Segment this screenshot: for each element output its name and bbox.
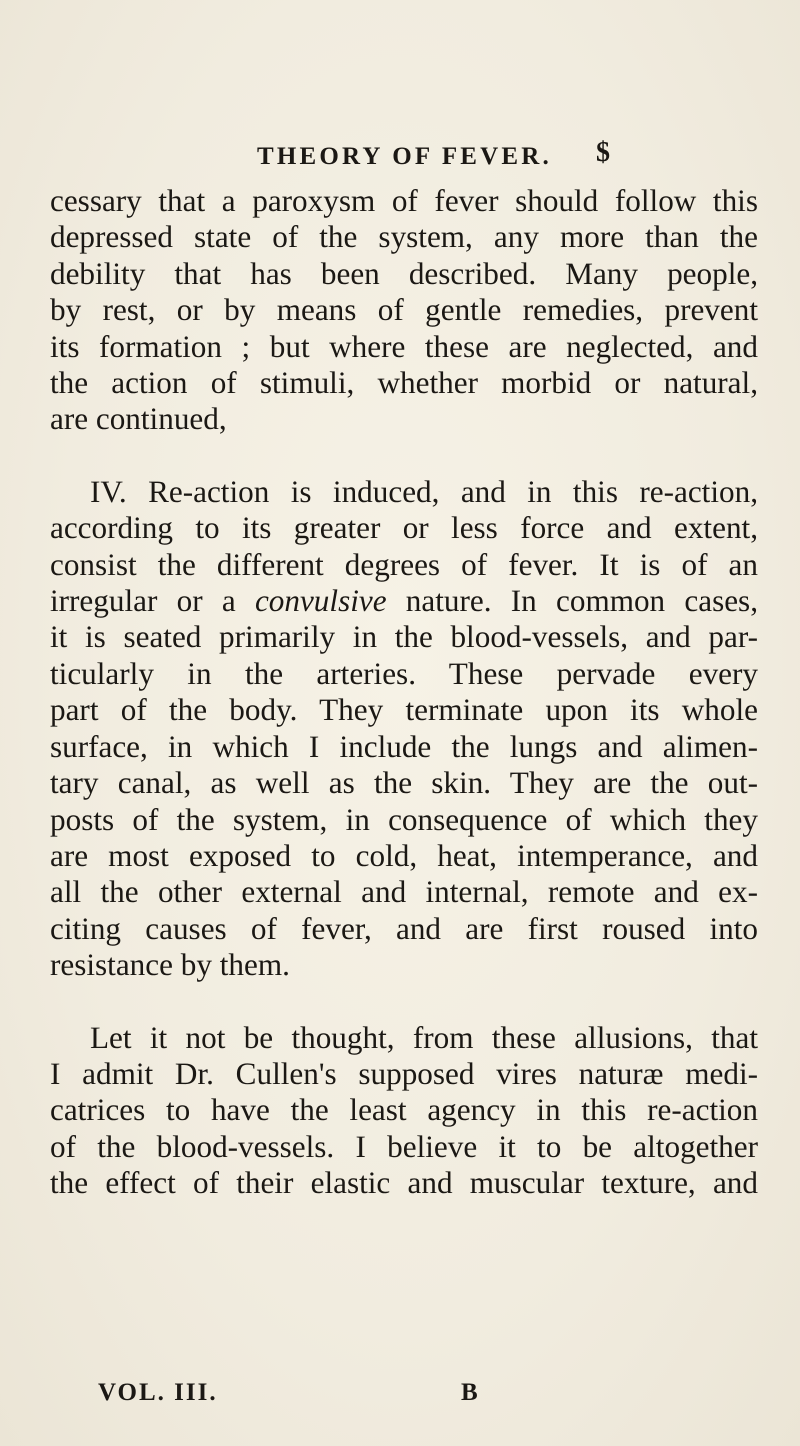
paragraph-gap — [50, 438, 758, 474]
volume-mark: VOL. III. — [98, 1379, 218, 1406]
text-line: tary canal, as well as the skin. They are the out- — [50, 765, 758, 801]
italic-word: convulsive — [254, 583, 387, 619]
text-line: the effect of their elastic and muscular texture, and — [50, 1165, 758, 1201]
text-line-with-italic — [50, 583, 758, 619]
text-line: IV. Re-action is induced, and in this re-action, — [90, 473, 758, 509]
text-line: according to its greater or less force and extent, — [50, 510, 758, 546]
text-line: ticularly in the arteries. These pervade every — [50, 655, 758, 691]
text-line: surface, in which I include the lungs and alimen- — [50, 728, 758, 764]
text-line: part of the body. They terminate upon its whole — [50, 692, 758, 728]
text-line: resistance by them. — [50, 947, 290, 983]
text-line: it is seated primarily in the blood-vessels, and par- — [50, 619, 758, 655]
text-line: by rest, or by means of gentle remedies, prevent — [50, 292, 758, 328]
text-segment: nature. In common cases, — [386, 583, 758, 619]
running-head — [0, 137, 800, 173]
paragraph-1 — [50, 183, 758, 438]
page-number: $ — [596, 137, 610, 168]
text-line: all the other external and internal, remote and ex- — [50, 874, 758, 910]
signature-mark: B — [461, 1379, 478, 1406]
text-line: its formation ; but where these are neglected, and — [50, 328, 758, 364]
page-footer — [98, 1379, 618, 1409]
paragraph-3 — [50, 1020, 758, 1202]
text-line: Let it not be thought, from these allusions, that — [90, 1019, 758, 1055]
paragraph-2 — [50, 474, 758, 984]
text-line: I admit Dr. Cullen's supposed vires naturæ medi- — [50, 1055, 758, 1091]
text-line: of the blood-vessels. I believe it to be altogether — [50, 1128, 758, 1164]
text-line: debility that has been described. Many people, — [50, 255, 758, 291]
text-line: are continued, — [50, 401, 227, 437]
text-line: cessary that a paroxysm of fever should follow this — [50, 183, 758, 218]
text-segment: irregular or a — [50, 583, 255, 619]
text-line: the action of stimuli, whether morbid or natural, — [50, 365, 758, 401]
running-title: THEORY OF FEVER. — [257, 143, 553, 170]
text-line: posts of the system, in consequence of which they — [50, 801, 758, 837]
text-line: catrices to have the least agency in this re-action — [50, 1092, 758, 1128]
text-line: depressed state of the system, any more than the — [50, 219, 758, 255]
text-line: consist the different degrees of fever. It is of an — [50, 546, 758, 582]
paragraph-gap — [50, 984, 758, 1020]
text-line: citing causes of fever, and are first roused into — [50, 910, 758, 946]
body-text — [50, 183, 758, 1202]
text-line: are most exposed to cold, heat, intemperance, and — [50, 837, 758, 873]
